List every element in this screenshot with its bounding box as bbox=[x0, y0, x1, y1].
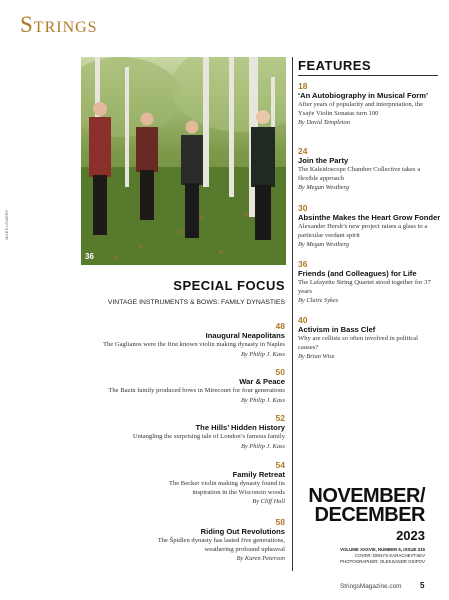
issue-month-line1: NOVEMBER/ bbox=[308, 485, 425, 507]
special-focus-byline: By Philip J. Kass bbox=[240, 350, 285, 358]
special-focus-description: The Gaglianos were the first known violin making dynasty in Naples bbox=[102, 341, 285, 348]
special-focus-byline: By Philip J. Kass bbox=[240, 442, 285, 450]
cover-credit: COVER: DENYS KARACHEVTSEV bbox=[354, 553, 425, 558]
feature-title: Friends (and Colleagues) for Life bbox=[298, 269, 417, 278]
feature-page: 36 bbox=[298, 259, 308, 269]
special-focus-description: The Becker violin making dynasty found its inspiration in the Wisconsin woods bbox=[168, 480, 285, 496]
special-focus-description: The Bazin family produced bows in Mirecourt for four generations bbox=[108, 387, 285, 394]
special-focus-description: The Špidlen dynasty has lasted five generations, weathering profound upheaval bbox=[157, 537, 285, 553]
feature-byline: By Brian Wise bbox=[298, 353, 335, 361]
special-focus-item[interactable] bbox=[55, 460, 285, 506]
feature-byline: By Megan Westberg bbox=[298, 241, 349, 249]
special-focus-title: Family Retreat bbox=[232, 470, 285, 479]
special-focus-subheading: VINTAGE INSTRUMENTS & BOWS: FAMILY DYNASTIES bbox=[107, 299, 285, 306]
feature-page: 18 bbox=[298, 81, 308, 91]
feature-title: Join the Party bbox=[298, 156, 349, 165]
special-focus-item[interactable] bbox=[55, 413, 285, 451]
issue-date bbox=[300, 487, 425, 525]
feature-description: Why are cellists so often involved in political causes? bbox=[298, 335, 418, 351]
feature-byline: By Megan Westberg bbox=[298, 184, 349, 192]
special-focus-page: 50 bbox=[275, 367, 285, 377]
special-focus-title: Riding Out Revolutions bbox=[200, 527, 285, 536]
features-rule bbox=[298, 75, 438, 76]
special-focus-description: Untangling the surprising tale of London’s famous family bbox=[132, 433, 285, 440]
footer-page-number: 5 bbox=[420, 581, 425, 590]
feature-item[interactable] bbox=[298, 203, 441, 249]
feature-byline: By David Templeton bbox=[298, 119, 350, 127]
feature-item[interactable] bbox=[298, 315, 438, 361]
feature-description: After years of popularity and interpretation, the Ysaÿe Violin Sonatas turn 100 bbox=[298, 101, 424, 117]
special-focus-title: War & Peace bbox=[239, 377, 285, 386]
special-focus-title: Inaugural Neapolitans bbox=[205, 331, 285, 340]
feature-description: Alexander Hersh’s new project raises a glass to a particular verdant spirit bbox=[298, 223, 428, 239]
feature-title: Activism in Bass Clef bbox=[298, 325, 376, 334]
footer-url[interactable]: StringsMagazine.com bbox=[340, 583, 402, 590]
issue-month-line2: DECEMBER bbox=[314, 504, 425, 526]
feature-page: 30 bbox=[298, 203, 308, 213]
feature-description: The Kaleidoscope Chamber Collective takes a flexible approach bbox=[298, 166, 421, 182]
special-focus-page: 52 bbox=[275, 413, 285, 423]
feature-page: 40 bbox=[298, 315, 308, 325]
feature-byline: By Claire Sykes bbox=[298, 297, 339, 305]
feature-item[interactable] bbox=[298, 81, 438, 127]
masthead-logo: Strings bbox=[20, 12, 98, 37]
special-focus-byline: By Karen Peterson bbox=[236, 555, 285, 563]
feature-title: Absinthe Makes the Heart Grow Fonder bbox=[298, 213, 441, 222]
feature-item[interactable] bbox=[298, 259, 438, 305]
special-focus-heading: SPECIAL FOCUS bbox=[173, 278, 285, 293]
special-focus-byline: By Philip J. Kass bbox=[240, 396, 285, 404]
photo-credit: MILES LOWERY bbox=[4, 209, 9, 240]
issue-volume: VOLUME XXXVIII, NUMBER 6, ISSUE 315 bbox=[340, 547, 425, 552]
special-focus-item[interactable] bbox=[55, 367, 285, 405]
photographer-credit: PHOTOGRAPHER: OLEKSANDR OSIPOV bbox=[340, 559, 425, 564]
column-divider bbox=[292, 57, 293, 571]
features-heading: FEATURES bbox=[298, 58, 372, 73]
feature-title: ‘An Autobiography in Musical Form’ bbox=[298, 91, 429, 100]
special-focus-page: 58 bbox=[275, 517, 285, 527]
issue-year: 2023 bbox=[396, 528, 425, 543]
feature-item[interactable] bbox=[298, 146, 438, 192]
special-focus-title: The Hills’ Hidden History bbox=[195, 423, 285, 432]
special-focus-page: 54 bbox=[275, 460, 285, 470]
special-focus-page: 48 bbox=[275, 321, 285, 331]
feature-page: 24 bbox=[298, 146, 308, 156]
feature-description: The Lafayette String Quartet stood together for 37 years bbox=[298, 279, 431, 295]
cover-photo bbox=[81, 57, 286, 265]
issue-details bbox=[300, 547, 425, 565]
special-focus-item[interactable] bbox=[55, 517, 285, 563]
quartet-photo-illustration bbox=[81, 57, 286, 265]
special-focus-byline: By Cliff Hall bbox=[252, 498, 285, 506]
photo-page-number: 36 bbox=[85, 252, 94, 261]
special-focus-item[interactable] bbox=[55, 321, 285, 359]
